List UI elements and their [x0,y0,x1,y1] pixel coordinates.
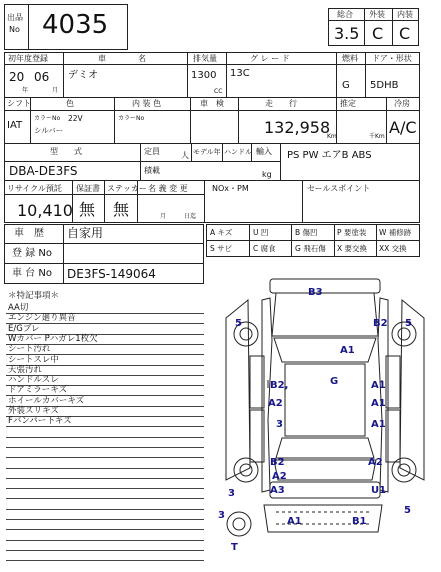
shift-value: IAT [7,120,23,131]
legend-xx: XX 交換 [379,244,407,253]
note-underline [6,550,204,551]
damage-b1-rear-floor: B1 [352,516,367,527]
note-line: シート汚れ [8,344,51,354]
name-change-month-unit: 月 [160,213,167,220]
history-value: 自家用 [67,226,104,240]
inspection-label: 車 検 [200,99,224,108]
color-value: シルバー [34,126,64,135]
lot-label-bottom: No [9,25,20,34]
nox-label: NOx・PM [212,184,249,193]
lot-number: 4035 [42,10,109,40]
hood-shape [272,293,378,336]
roof-shape [285,364,365,436]
legend-c: C 腐食 [253,244,276,253]
damage-a2-right-rear: A2 [368,457,383,468]
legend-a: A キズ [210,228,233,237]
note-underline [6,437,204,438]
doors-label: ドア・形状 [372,54,412,63]
model-value: DBA-DE3FS [9,164,78,178]
grade-label: グ レ ー ド [250,54,290,63]
model-label: 型 式 [50,147,82,156]
damage-3-spare: 3 [218,510,225,521]
color-label: 色 [66,99,74,108]
sales-point-label: セールスポイント [307,184,371,193]
chassis-label: 車 台 No [12,268,52,279]
ac-label: 冷房 [394,99,410,108]
recycle-label: リサイクル預託 [7,184,62,193]
grade-value: 13C [230,68,250,79]
mileage-value: 132,958 [264,118,331,137]
interior-color-no-label: カラーNo [118,115,145,122]
handle-label: ハンドル [224,148,252,156]
recognition-label: 推定 [340,99,356,108]
year-value: 20 [9,70,25,84]
score-value: 3.5 [334,24,360,43]
damage-t-spare: T [231,542,238,553]
mileage-label: 走 行 [265,99,297,108]
car-name-label: 車 名 [98,54,146,63]
note-underline [6,478,204,479]
legend-p: P 要塗装 [337,228,367,237]
note-underline [6,498,204,499]
legend-s: S サビ [210,244,233,253]
displacement-label: 排気量 [193,54,217,63]
interior-label: 内装 [397,10,413,19]
legend-x: X 要交換 [337,244,368,253]
right-front-wheel-shape [392,322,416,346]
registration-number-label: 登 録 No [12,248,52,259]
notes-title: ＊特記事項＊ [8,291,60,301]
note-underline [6,488,204,489]
damage-a1-rear-floor: A1 [287,516,302,527]
displacement-unit: CC [214,88,223,95]
note-line: Fバンパー下キズ [8,416,72,426]
damage-a3-rear: A3 [270,485,285,496]
note-line: AA切 [8,303,29,313]
damage-a2-left-door: A2 [268,398,283,409]
ac-value: A/C [389,118,417,137]
note-line: エンジン廻り異音 [8,313,76,323]
warranty-value: 無 [79,200,96,219]
interior-value: C [399,24,411,43]
note-line: E/Gブレ [8,324,40,334]
fuel-label: 燃料 [342,54,358,63]
displacement-value: 1300 [191,70,217,81]
car-name-value: デミオ [68,70,98,81]
note-line: 天張汚れ [8,365,43,375]
shift-label: シフト [7,99,31,108]
damage-a2-left-rear-lower: A2 [272,471,287,482]
damage-5-right-front: 5 [405,318,412,329]
legend-g: G 飛石傷 [295,244,326,253]
fuel-value: G [342,80,350,91]
legend-u: U 凹 [253,228,269,237]
note-line: ドアミラーキズ [8,385,68,395]
note-underline [6,447,204,448]
note-line: シートスレ中 [8,355,59,365]
interior-color-label: 内 装 色 [132,99,162,108]
rear-window-shape [276,438,374,458]
note-underline [6,468,204,469]
chassis-value: DE3FS-149064 [67,267,156,281]
score-label: 総合 [337,10,353,19]
note-underline [6,529,204,530]
damage-b2-left-rear: B2 [270,457,285,468]
note-line: ハンドルスレ [8,375,59,385]
front-bumper-shape [270,279,380,293]
color-no-label: カラーNo [34,115,61,122]
damage-b2-right-front: B2 [373,318,388,329]
note-line: Wカバー Pハガレ1枚欠 [8,334,98,344]
note-line: ホイールカバーキズ [8,396,85,406]
import-label: 輸入 [256,147,272,156]
damage-g-windshield: G [330,376,339,387]
doors-value: 5DHB [370,80,399,91]
year-label: 初年度登録 [8,54,48,63]
rear-bumper-shape [270,482,380,498]
recycle-value: 10,410 [17,201,73,220]
damage-a1-right-door: A1 [371,380,386,391]
capacity-unit: 人 [181,151,189,160]
damage-3-left-bottom: 3 [228,488,235,499]
capacity-label: 定員 [144,147,160,156]
lot-label-top: 出品 [7,13,23,22]
note-underline [6,540,204,541]
damage-5-left-front: 5 [235,318,242,329]
damage-3-left: 3 [276,419,283,430]
thousand-km-unit: 千Km [369,133,385,140]
spare-tire-shape [227,512,251,536]
note-underline [6,560,204,561]
history-label: 車 歴 [14,228,44,239]
name-change-label: 名 義 変 更 [148,184,188,193]
load-label: 積載 [144,166,160,175]
lot-divider [28,4,29,50]
damage-a1-right-rear-door: A1 [371,419,386,430]
model-year-label: モデル年 [193,148,221,156]
warranty-label: 保証書 [76,184,100,193]
windshield-shape [274,338,376,362]
month-unit: 月 [52,87,59,94]
note-line: 外装スリキズ [8,406,59,416]
sticker-label: ステッカー [107,184,147,193]
note-underline [6,426,204,427]
right-outer-panel [400,300,424,480]
rear-hatch-shape [274,460,376,480]
exterior-value: C [372,24,384,43]
sticker-value: 無 [113,200,130,219]
load-unit: kg [262,170,272,179]
legend-b: B 傷凹 [295,228,318,237]
km-unit: Km [327,133,337,140]
name-change-day-unit: 日迄 [184,213,197,220]
exterior-label: 外装 [369,10,385,19]
note-underline [6,509,204,510]
month-value: 06 [34,70,50,84]
year-unit: 年 [22,87,29,94]
damage-5-right-rear: 5 [404,505,411,516]
equipment-value: PS PW エアB ABS [287,150,372,161]
damage-a1-right-door-lower: A1 [371,398,386,409]
note-underline [6,457,204,458]
legend-w: W 補修跡 [379,228,412,237]
damage-b2-left-door: B2, [270,380,289,391]
color-no-value: 22V [68,114,83,123]
damage-u1-rear: U1 [371,485,387,496]
damage-b3: B3 [308,287,323,298]
damage-a1-hood: A1 [340,345,355,356]
note-underline [6,519,204,520]
